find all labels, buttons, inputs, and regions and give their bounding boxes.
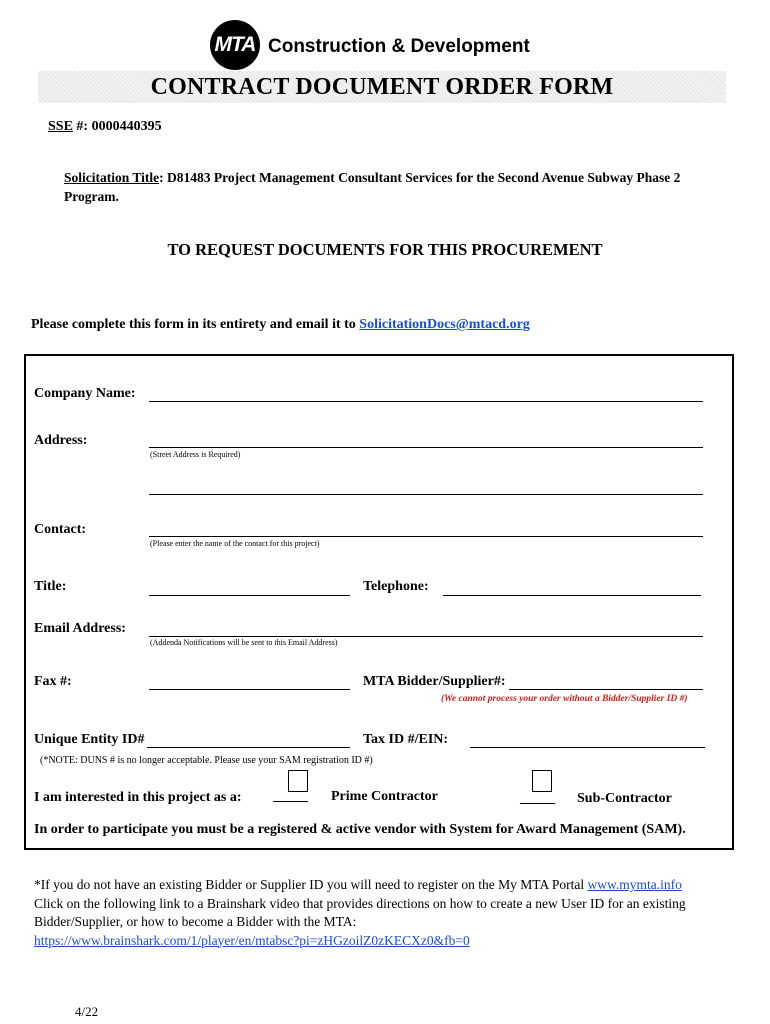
tax-id-label: Tax ID #/EIN: (363, 732, 449, 747)
prime-contractor-label: Prime Contractor (331, 789, 438, 804)
title-field[interactable] (149, 595, 350, 596)
footer-notes (34, 876, 724, 950)
form-title: CONTRACT DOCUMENT ORDER FORM (150, 73, 614, 100)
solicitation-text: : D81483 Project Management Consultant Services for the Second Avenue Subway Phase 2 Program. (64, 170, 681, 204)
mymta-link[interactable]: www.mymta.info (587, 877, 682, 892)
bidder-id-note: (We cannot process your order without a Bidder/Supplier ID #) (441, 694, 688, 704)
instructions-text: Please complete this form in its entirety and email it to (31, 317, 360, 332)
contact-label: Contact: (34, 522, 87, 537)
contact-hint: (Please enter the name of the contact for this project) (150, 539, 320, 548)
sub-contractor-label: Sub-Contractor (577, 791, 672, 806)
instructions (31, 317, 530, 333)
telephone-field[interactable] (443, 595, 701, 596)
interest-label: I am interested in this project as a: (34, 790, 242, 805)
fax-label: Fax #: (34, 674, 72, 689)
order-form-box (24, 354, 734, 850)
form-title-band (38, 71, 726, 103)
sse-label: SSE (48, 119, 73, 134)
solicitation-label: Solicitation Title (64, 170, 160, 185)
address-line1-field[interactable] (149, 447, 703, 448)
unique-entity-label: Unique Entity ID# (34, 732, 145, 747)
company-name-field[interactable] (149, 401, 703, 402)
sam-notice: In order to participate you must be a registered & active vendor with System for Award Management (SAM). (34, 822, 686, 837)
telephone-label: Telephone: (363, 579, 429, 594)
sse-number (48, 119, 162, 135)
bidder-id-field[interactable] (509, 689, 703, 690)
sub-contractor-checkbox[interactable] (532, 770, 552, 792)
page-number: 4/22 (75, 1004, 99, 1019)
address-line2-field[interactable] (149, 494, 703, 495)
header (210, 20, 530, 70)
solicitation-title (64, 168, 714, 206)
email-hint: (Addenda Notifications will be sent to this Email Address) (150, 638, 338, 647)
request-heading: TO REQUEST DOCUMENTS FOR THIS PROCUREMENT (167, 240, 603, 259)
contact-field[interactable] (149, 536, 703, 537)
solicitation-email-link[interactable]: SolicitationDocs@mtacd.org (359, 317, 530, 332)
duns-note: (*NOTE: DUNS # is no longer acceptable. Please use your SAM registration ID #) (40, 755, 373, 766)
title-label: Title: (34, 579, 67, 594)
prime-blank: _____ (273, 789, 308, 804)
mta-logo: MTA (210, 20, 260, 70)
address-label: Address: (34, 433, 88, 448)
org-name: Construction & Development (268, 36, 530, 57)
sse-value: #: 0000440395 (72, 119, 162, 134)
sub-blank: _____ (520, 791, 555, 806)
address-hint: (Street Address is Required) (150, 450, 241, 459)
email-address-field[interactable] (149, 636, 703, 637)
fax-field[interactable] (149, 689, 350, 690)
company-name-label: Company Name: (34, 386, 136, 401)
email-address-label: Email Address: (34, 621, 126, 636)
unique-entity-field[interactable] (147, 747, 350, 748)
brainshark-link[interactable]: https://www.brainshark.com/1/player/en/mtabsc?pi=zHGzoilZ0zKECXz0&fb=0 (34, 932, 470, 948)
brainshark-text: Click on the following link to a Brainshark video that provides directions on how to create a new User ID for an existing Bidder/Supplier, or how to become a Bidder with the MTA: (34, 895, 686, 929)
mymta-text: *If you do not have an existing Bidder or Supplier ID you will need to register on the My MTA Portal (34, 877, 588, 892)
tax-id-field[interactable] (470, 747, 705, 748)
bidder-id-label: MTA Bidder/Supplier#: (363, 674, 506, 689)
